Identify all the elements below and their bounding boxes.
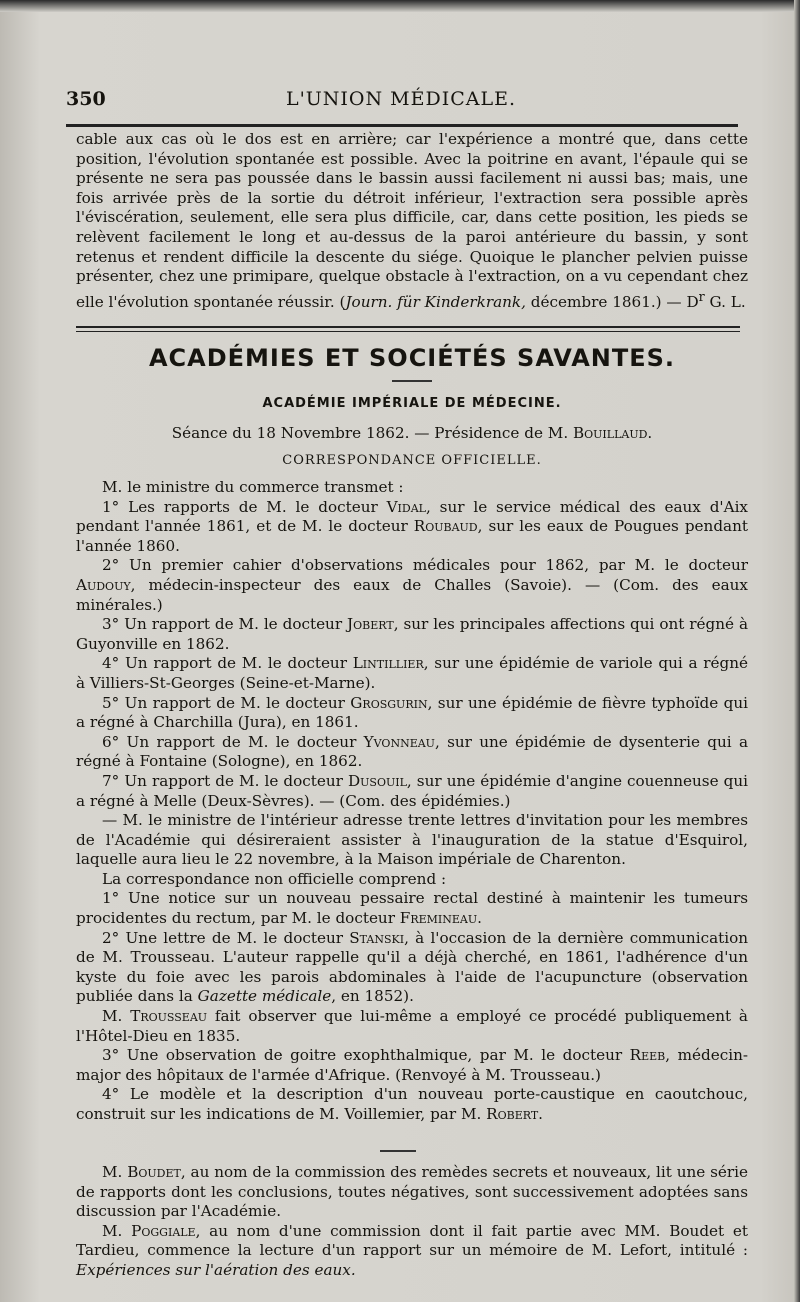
correspondence-heading: CORRESPONDANCE OFFICIELLE. bbox=[282, 453, 542, 468]
paragraph-text: , médecin-major des hôpitaux de l'armée d'Afrique. (Renvoyé à M. Trousseau.) bbox=[76, 1046, 748, 1084]
session-president: Bouillaud. bbox=[572, 424, 653, 442]
paragraph-text: La correspondance non officielle comprend : bbox=[102, 869, 447, 888]
intro-paragraph-block bbox=[76, 130, 748, 312]
author-name: Reeb bbox=[629, 1046, 666, 1065]
paragraph-text: 5° Un rapport de M. le docteur bbox=[102, 693, 351, 712]
paragraph bbox=[76, 615, 748, 654]
intro-paragraph bbox=[76, 130, 748, 312]
paragraph-text: M. le ministre du commerce transmet : bbox=[102, 478, 404, 496]
section-rule-top bbox=[76, 326, 740, 328]
citation-sup: r bbox=[698, 288, 705, 304]
paragraph-text: , sur une épidémie d'angine couenneuse qui a régné à Melle (Deux-Sèvres). — (Com. des épidémies.) bbox=[76, 771, 748, 810]
paragraph bbox=[76, 1007, 748, 1046]
section-title: ACADÉMIES ET SOCIÉTÉS SAVANTES. bbox=[148, 344, 676, 372]
paragraph-text: , sur une épidémie de fièvre typhoïde qui a régné à Charchilla (Jura), en 1861. bbox=[76, 693, 748, 732]
paragraph-text: 7° Un rapport de M. le docteur bbox=[102, 771, 348, 790]
paragraph bbox=[76, 733, 748, 772]
paragraph-text: 3° Un rapport de M. le docteur bbox=[102, 615, 348, 634]
paragraph-text: , au nom de la commission des remèdes secrets et nouveaux, lit une série de rapports dont les conclusions, toutes négatives, sont successivement adoptées sans discussion par l'Académie. bbox=[76, 1163, 748, 1221]
author-name: Roubaud bbox=[413, 517, 478, 536]
paragraph bbox=[76, 772, 748, 811]
page-header bbox=[66, 88, 736, 114]
citation-open: ( bbox=[339, 292, 346, 311]
author-name: Grosgurin bbox=[350, 693, 428, 712]
paragraph-text: 3° Une observation de goitre exophthalmique, par M. le docteur bbox=[102, 1046, 630, 1065]
session-prefix: Séance du 18 Novembre 1862. — Présidence de M. bbox=[171, 424, 573, 442]
author-name: Vidal bbox=[386, 497, 426, 516]
paragraph-text: , au nom d'une commission dont il fait partie avec MM. Boudet et Tardieu, commence la lecture d'un rapport sur un mémoire de M. Lefort, intitulé : bbox=[76, 1221, 748, 1260]
paragraph-text: , médecin-inspecteur des eaux de Challes (Savoie). — (Com. des eaux minérales.) bbox=[76, 575, 748, 614]
reports-body bbox=[76, 1163, 748, 1281]
paragraph bbox=[76, 889, 748, 928]
paragraph-text: , sur une épidémie de dysenterie qui a régné à Fontaine (Sologne), en 1862. bbox=[76, 732, 748, 771]
paragraph-text: 1° Une notice sur un nouveau pessaire rectal destiné à maintenir les tumeurs procidentes du rectum, par M. le docteur bbox=[76, 889, 748, 928]
paragraph-text: 2° Une lettre de M. le docteur bbox=[102, 928, 350, 947]
running-title: L'UNION MÉDICALE. bbox=[285, 88, 517, 110]
scan-border-right bbox=[794, 0, 800, 1302]
intro-text: cable aux cas où le dos est en arrière; car l'expérience a montré que, dans cette position, l'évolution spontanée est possible. Avec la poitrine en avant, l'épaule qui se présente ne sera pas poussée dans le bassin aussi facilement ni aussi bas; mais, une fois arrivée près de la sortie du détroit inférieur, l'extraction sera possible après l'éviscération, seulement, elle sera plus difficile, car, dans cette position, les pieds se relèvent facilement le long et au-dessus de la paroi antérieure du bassin, y sont retenus et rendent difficile la descente du siége. Quoique le plancher pelvien puisse présenter, chez une primipare, quelque obstacle à l'extraction, on a vu cependant chez elle l'évolution spontanée réussir. bbox=[76, 130, 748, 311]
header-rule bbox=[66, 124, 738, 127]
author-name: Jobert bbox=[347, 615, 394, 634]
author-name: Poggiale bbox=[131, 1221, 196, 1240]
academy-heading: ACADÉMIE IMPÉRIALE DE MÉDECINE. bbox=[262, 396, 562, 411]
paragraph-text: — M. le ministre de l'intérieur adresse trente lettres d'invitation pour les membres de l'Académie qui désireraient assister à l'inauguration de la statue d'Esquirol, laquelle aura lieu le 22 novembre, à la Maison impériale de Charenton. bbox=[76, 811, 748, 869]
scan-border-top bbox=[0, 0, 800, 12]
paragraph-separator-rule bbox=[380, 1150, 416, 1152]
paragraph-text: , sur les principales affections qui ont régné à Guyonville en 1862. bbox=[76, 615, 748, 653]
author-name: Robert bbox=[486, 1105, 539, 1123]
paragraph bbox=[76, 1222, 748, 1281]
paragraph-text: , sur une épidémie de variole qui a régné à Villiers-St-Georges (Seine-et-Marne). bbox=[76, 654, 748, 692]
paragraph-text: , sur le service médical des eaux d'Aix pendant l'année 1861, et de M. le docteur bbox=[76, 497, 748, 536]
paragraph-text: 1° Les rapports de M. le docteur bbox=[102, 497, 387, 516]
paragraph-text: 6° Un rapport de M. le docteur bbox=[102, 732, 364, 751]
paragraph-text: . bbox=[477, 909, 482, 928]
correspondence-body bbox=[76, 478, 748, 1125]
author-name: Lintillier bbox=[352, 654, 424, 673]
citation-rest: décembre 1861.) — D bbox=[525, 292, 699, 311]
author-name: Stanski bbox=[349, 928, 405, 947]
paragraph-text: 4° Le modèle et la description d'un nouveau porte-caustique en caoutchouc, construit sur les indications de M. Voillemier, par M. bbox=[76, 1085, 748, 1123]
paragraph-text: , en 1852). bbox=[331, 987, 414, 1006]
paragraph-text: M. bbox=[102, 1221, 132, 1240]
paragraph bbox=[76, 654, 748, 693]
author-name: Audouy bbox=[76, 575, 131, 594]
section-rule-bottom bbox=[76, 331, 740, 332]
author-name: Fremineau bbox=[399, 909, 478, 928]
paragraph-text: . bbox=[538, 1105, 543, 1123]
italic-title: Gazette médicale bbox=[197, 987, 332, 1006]
session-line bbox=[76, 424, 748, 442]
author-name: Boudet bbox=[127, 1163, 181, 1181]
paragraph-text: , à l'occasion de la dernière communication de M. Trousseau. L'auteur rappelle qu'il a déjà cherché, en 1861, l'adhérence d'un kyste du foie avec les parois abdominales à l'aide de l'acupuncture (observation publiée dans la bbox=[76, 928, 749, 1006]
paragraph bbox=[76, 1085, 748, 1124]
author-name: Dusouil bbox=[347, 771, 407, 790]
author-name: Trousseau bbox=[130, 1007, 208, 1026]
author-name: Yvonneau bbox=[363, 732, 435, 751]
paragraph-text: fait observer que lui-même a employé ce procédé publiquement à l'Hôtel-Dieu en 1835. bbox=[76, 1007, 748, 1045]
citation-journal: Journ. für Kinderkrank, bbox=[345, 292, 526, 311]
citation-signature: G. L. bbox=[704, 292, 746, 311]
paragraph-text: , sur les eaux de Pougues pendant l'année 1860. bbox=[76, 517, 748, 555]
italic-title: Expériences sur l'aération des eaux. bbox=[76, 1260, 356, 1279]
page-number: 350 bbox=[66, 88, 106, 110]
paragraph-text: 4° Un rapport de M. le docteur bbox=[102, 654, 353, 673]
title-ornament-rule bbox=[392, 380, 432, 382]
paragraph bbox=[76, 498, 748, 557]
paragraph-text: M. bbox=[102, 1163, 128, 1181]
paragraph bbox=[76, 1163, 748, 1222]
paragraph bbox=[76, 1046, 748, 1085]
paragraph bbox=[76, 811, 748, 870]
paragraph-text: 2° Un premier cahier d'observations médicales pour 1862, par M. le docteur bbox=[102, 556, 748, 575]
paragraph bbox=[76, 556, 748, 615]
paragraph bbox=[76, 694, 748, 733]
paragraph bbox=[76, 478, 748, 498]
paragraph bbox=[76, 870, 748, 890]
paragraph bbox=[76, 929, 748, 1007]
paragraph-text: M. bbox=[102, 1007, 131, 1026]
